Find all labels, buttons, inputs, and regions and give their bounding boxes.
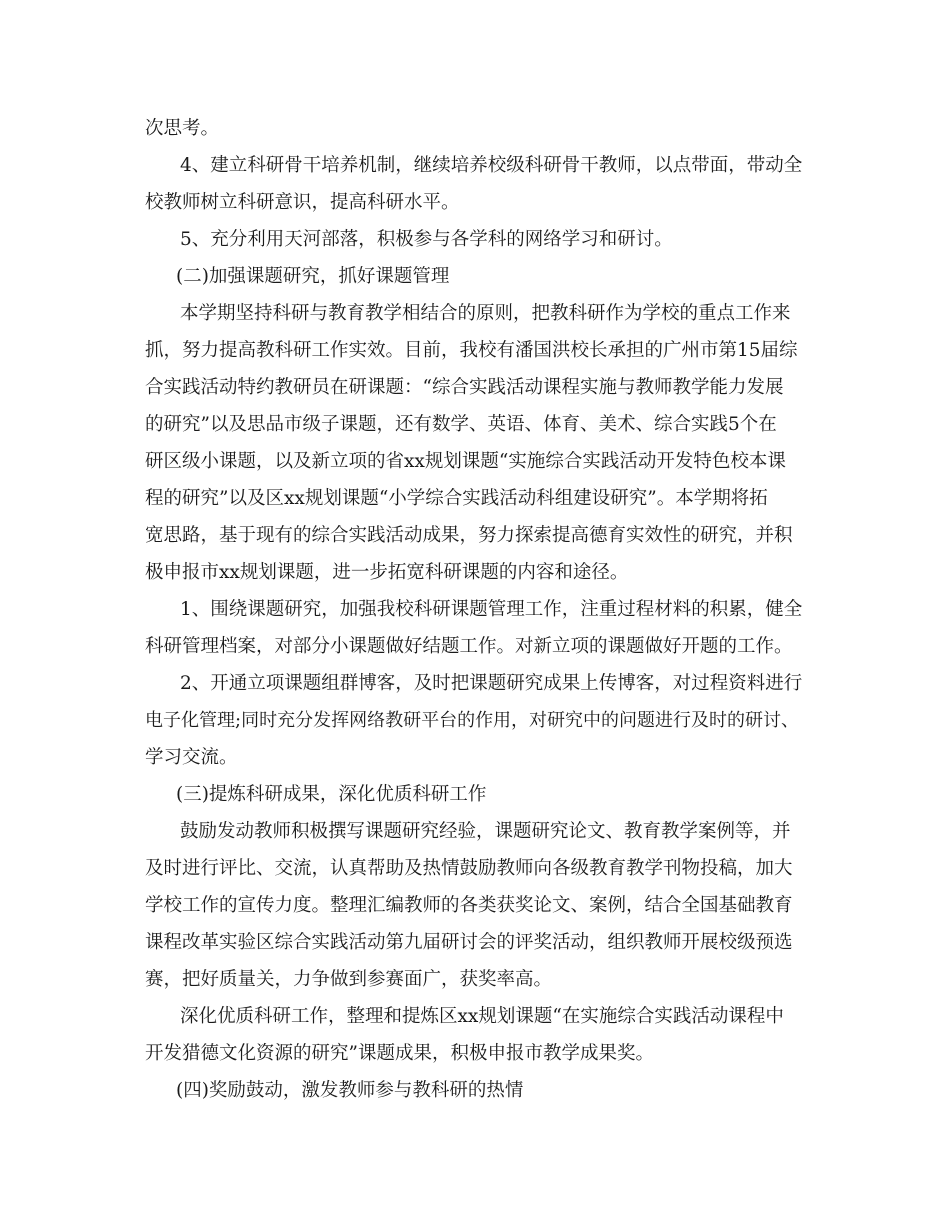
text-line: 1、围绕课题研究，加强我校科研课题管理工作，注重过程材料的积累，健全 xyxy=(180,599,803,620)
text-line: 开发猎德文化资源的研究”课题成果，积极申报市教学成果奖。 xyxy=(145,1043,654,1064)
text-line: 电子化管理;同时充分发挥网络教研平台的作用，对研究中的问题进行及时的研讨、 xyxy=(145,710,800,731)
text-line: 本学期坚持科研与教育教学相结合的原则，把教科研作为学校的重点工作来 xyxy=(180,303,791,324)
text-line: 次思考。 xyxy=(145,118,220,139)
text-line: 及时进行评比、交流，认真帮助及热情鼓励教师向各级教育教学刊物投稿，加大 xyxy=(145,858,793,879)
text-line: 赛，把好质量关，力争做到参赛面广，获奖率高。 xyxy=(145,969,553,990)
text-line: 程的研究”以及区xx规划课题“小学综合实践活动科组建设研究”。本学期将拓 xyxy=(145,488,768,509)
text-line: 合实践活动特约教研员在研课题：“综合实践活动课程实施与教师教学能力发展 xyxy=(145,377,784,398)
text-line: 研区级小课题，以及新立项的省xx规划课题“实施综合实践活动开发特色校本课 xyxy=(145,451,786,472)
text-line: 5、充分利用天河部落，积极参与各学科的网络学习和研讨。 xyxy=(180,229,673,250)
text-line: 学校工作的宣传力度。整理汇编教师的各类获奖论文、案例，结合全国基础教育 xyxy=(145,895,793,916)
text-line: 科研管理档案，对部分小课题做好结题工作。对新立项的课题做好开题的工作。 xyxy=(145,636,793,657)
text-line: 校教师树立科研意识，提高科研水平。 xyxy=(145,192,460,213)
section-heading: (四)奖励鼓动，激发教师参与教科研的热情 xyxy=(176,1080,524,1101)
text-line: 鼓励发动教师积极撰写课题研究经验，课题研究论文、教育教学案例等，并 xyxy=(180,821,791,842)
section-heading: (二)加强课题研究，抓好课题管理 xyxy=(176,266,450,287)
text-line: 2、开通立项课题组群博客，及时把课题研究成果上传博客，对过程资料进行 xyxy=(180,673,803,694)
section-heading: (三)提炼科研成果，深化优质科研工作 xyxy=(176,784,487,805)
text-line: 的研究”以及思品市级子课题，还有数学、英语、体育、美术、综合实践5个在 xyxy=(145,414,777,435)
text-line: 课程改革实验区综合实践活动第九届研讨会的评奖活动，组织教师开展校级预选 xyxy=(145,932,793,953)
text-line: 深化优质科研工作，整理和提炼区xx规划课题“在实施综合实践活动课程中 xyxy=(180,1006,784,1027)
text-line: 抓，努力提高教科研工作实效。目前，我校有潘国洪校长承担的广州市第15届综 xyxy=(145,340,798,361)
text-line: 宽思路，基于现有的综合实践活动成果，努力探索提高德育实效性的研究，并积 xyxy=(145,525,793,546)
text-line: 极申报市xx规划课题，进一步拓宽科研课题的内容和途径。 xyxy=(145,562,629,583)
text-line: 学习交流。 xyxy=(145,747,238,768)
text-line: 4、建立科研骨干培养机制，继续培养校级科研骨干教师，以点带面，带动全 xyxy=(180,155,803,176)
